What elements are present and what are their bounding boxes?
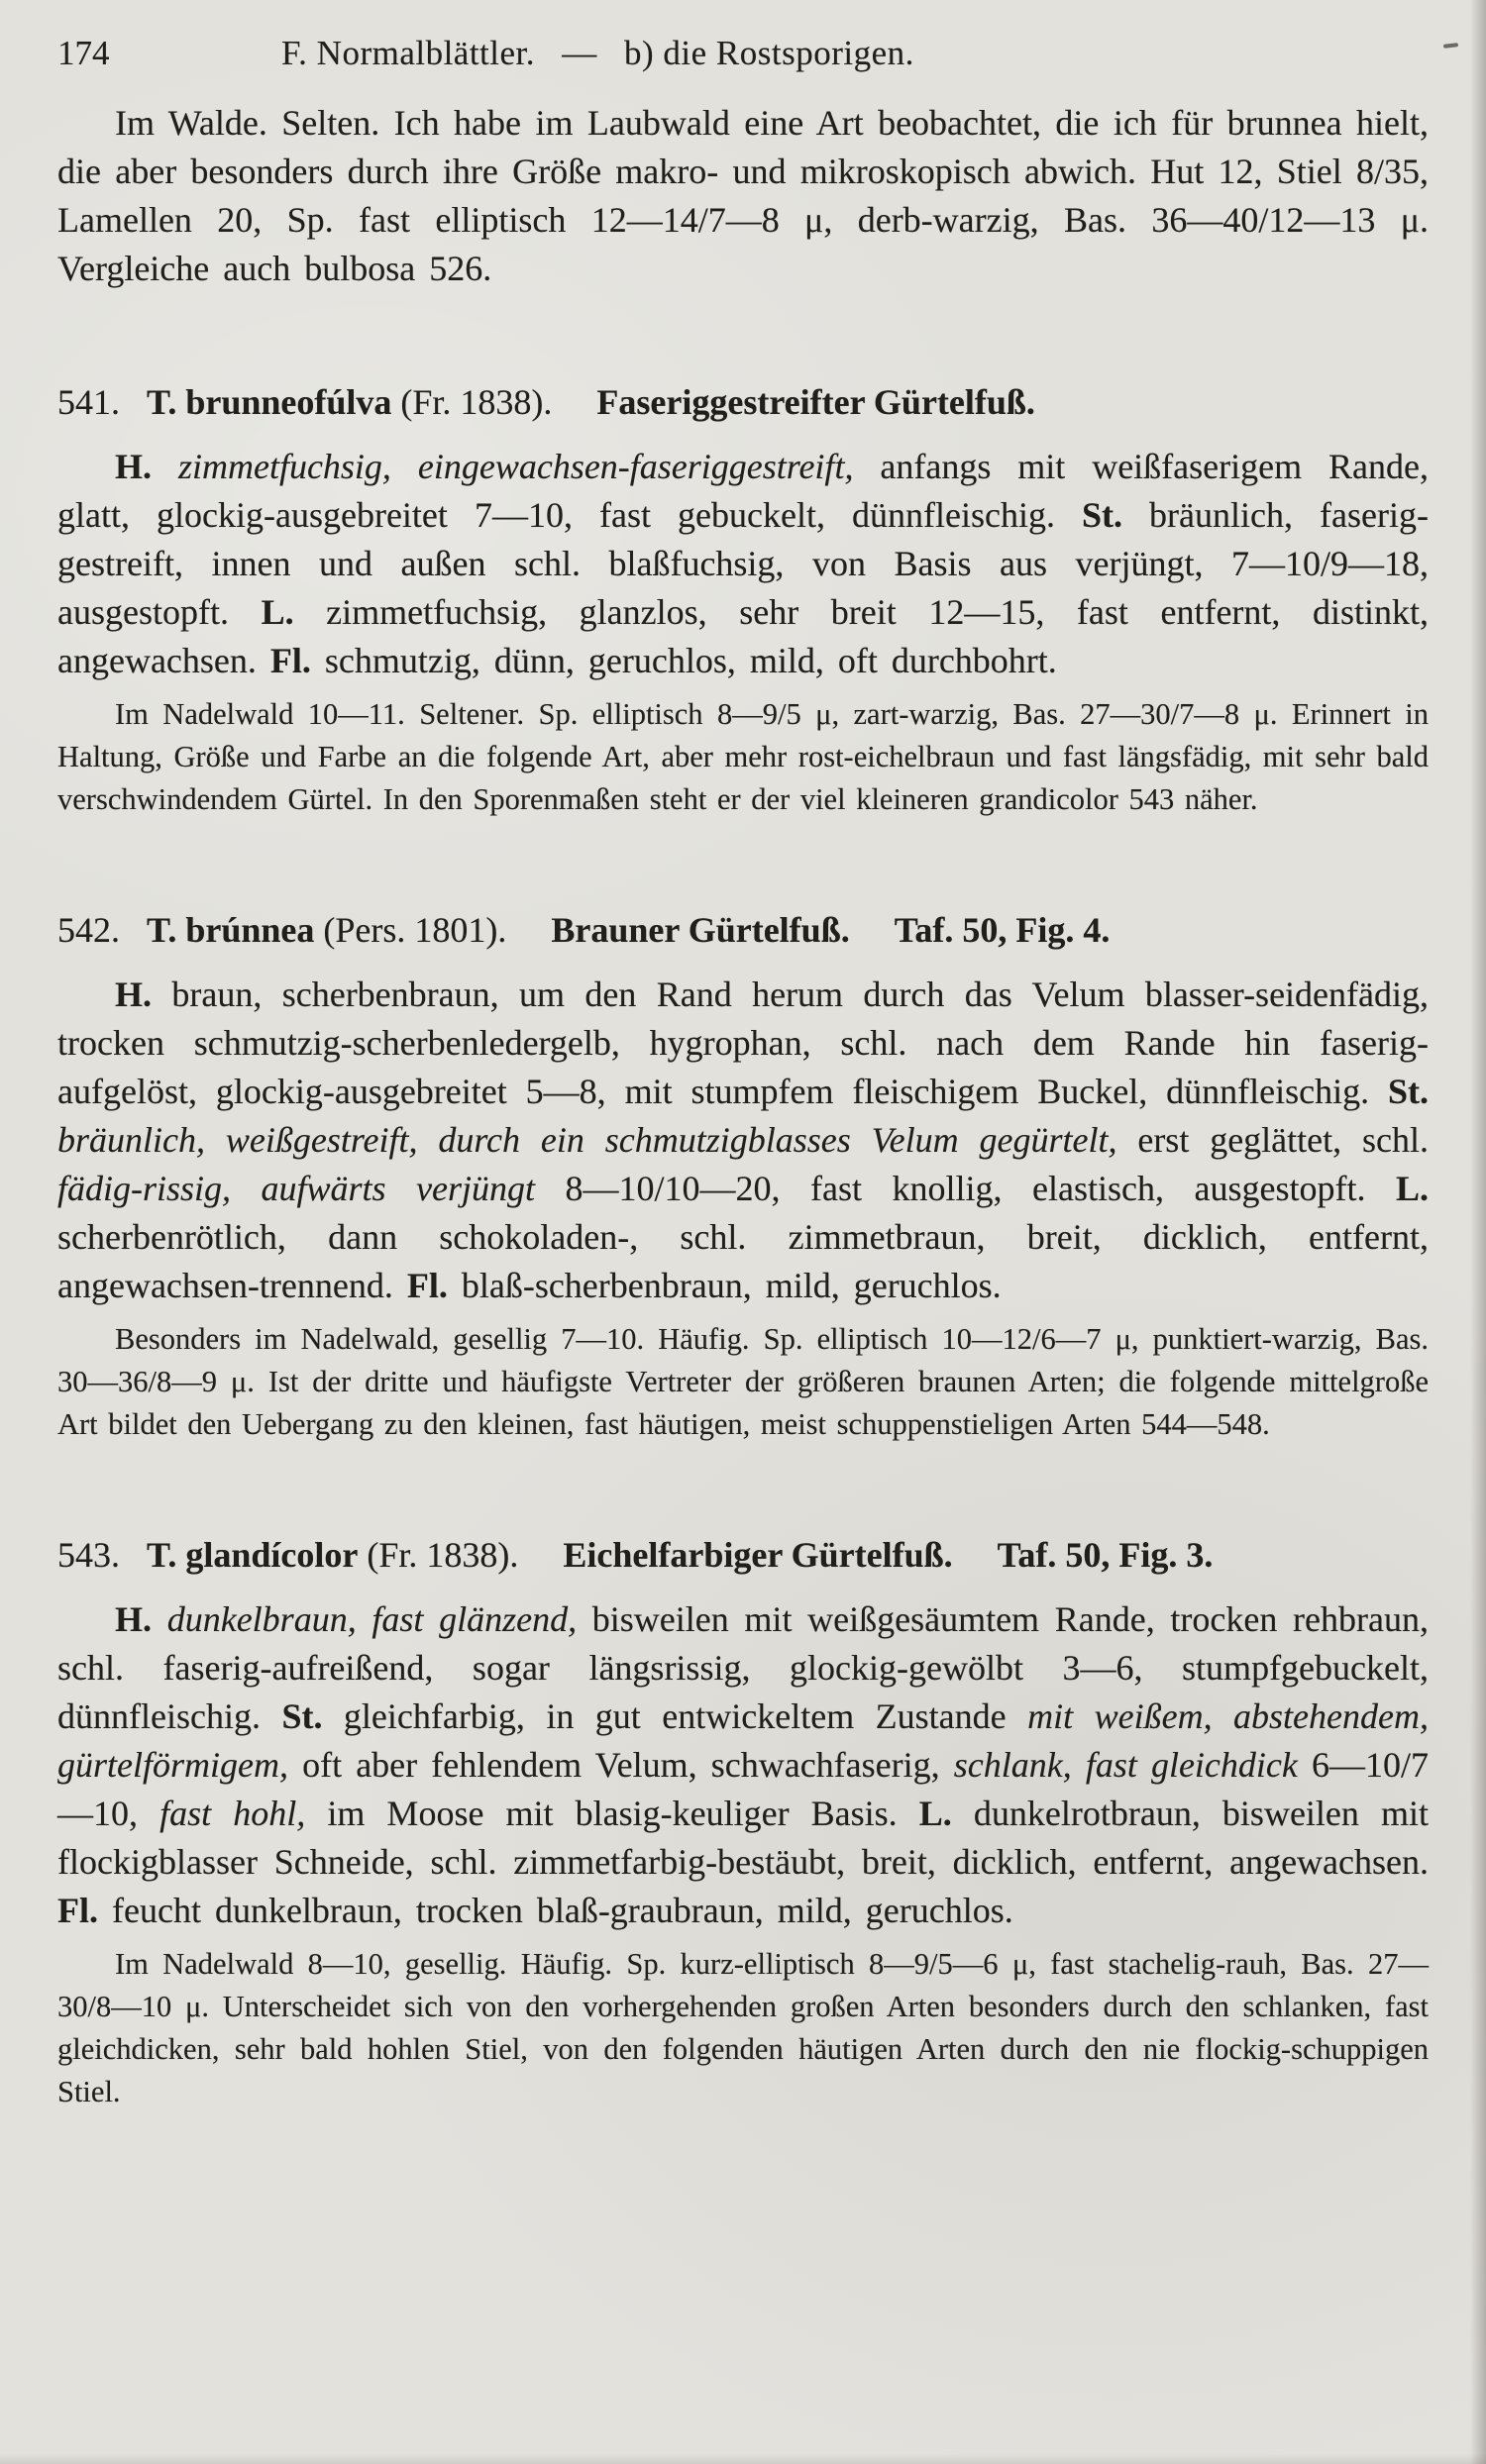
text-segment: scherbenrötlich, dann schokoladen-, schl. zimmetbraun, breit, dicklich, entfernt, angewachsen-trennend. <box>57 1217 1429 1305</box>
text-segment: St. <box>1387 1072 1429 1111</box>
text-segment: erst geglättet, schl. <box>1116 1120 1429 1160</box>
intro-paragraph <box>57 99 1429 293</box>
page-edge-shadow-bottom <box>0 2454 1486 2464</box>
page-edge-shadow-right <box>1470 0 1486 2464</box>
text-segment: zimmetfuchsig, glanzlos, sehr breit 12—15, fast entfernt, distinkt, angewachsen. <box>57 592 1430 680</box>
text-segment: bräunlich, faserig-gestreift, innen und außen schl. blaßfuchsig, von Basis aus verjüngt, 7—10/9—18, ausgestopft. <box>57 495 1429 632</box>
species-542-heading <box>57 906 1429 955</box>
text-segment: fädig-rissig, aufwärts verjüngt <box>57 1169 536 1208</box>
text-segment: blaß-scherbenbraun, mild, geruchlos. <box>447 1266 1002 1305</box>
text-segment: H. <box>115 447 153 486</box>
text-segment: H. <box>115 1599 153 1639</box>
text-segment: Im Nadelwald 10—11. Seltener. Sp. elliptisch 8—9/5 μ, zart-warzig, Bas. 27—30/7—8 μ. Erinnert in Haltung, Größe und Farbe an die folgende Art, aber mehr rost-eichelbraun und fast längsfädig, mit sehr bald verschwindendem Gürtel. In den Sporenmaßen steht er der viel kleineren grandicolor 543 näher. <box>57 697 1429 816</box>
text-segment: Eichelfarbiger Gürtelfuß. <box>563 1535 953 1575</box>
page-content <box>57 34 1429 2113</box>
text-segment: Im Nadelwald 8—10, gesellig. Häufig. Sp. kurz-elliptisch 8—9/5—6 μ, fast stachelig-rauh, Bas. 27—30/8—10 μ. Unterscheidet sich von den vorhergehenden großen Arten besonders durch den schlanken, fast gleichdicken, sehr bald hohlen Stiel, von den folgenden häutigen Arten durch den nie flockig-schuppigen Stiel. <box>57 1947 1429 2108</box>
text-segment: zimmetfuchsig, eingewachsen-faseriggestreift, <box>177 447 854 486</box>
text-segment: Brauner Gürtelfuß. <box>551 910 850 950</box>
text-segment: dunkelbraun, fast glänzend, <box>166 1599 578 1639</box>
species-541-description <box>57 443 1429 685</box>
text-segment <box>850 910 895 950</box>
text-segment: 542. <box>57 910 147 950</box>
text-segment: 8—10/10—20, fast knollig, elastisch, ausgestopft. <box>535 1169 1396 1208</box>
species-542-description <box>57 971 1429 1310</box>
text-segment: L. <box>261 592 294 632</box>
text-segment: T. glandícolor <box>147 1535 359 1575</box>
species-542-note <box>57 1318 1429 1446</box>
text-segment: 543. <box>57 1535 147 1575</box>
text-segment: Im Walde. Selten. Ich habe im Laubwald eine Art beobachtet, die ich für brunnea hielt, die aber besonders durch ihre Größe makro- und mikroskopisch abwich. Hut 12, Stiel 8/35, Lamellen 20, Sp. fast elliptisch 12—14/7—8 μ, derb-warzig, Bas. 36—40/12—13 μ. Vergleiche auch bulbosa 526. <box>57 103 1429 288</box>
species-543-heading <box>57 1531 1429 1580</box>
text-segment <box>953 1535 998 1575</box>
text-segment: Fl. <box>269 641 311 680</box>
text-segment: L. <box>1396 1169 1430 1208</box>
text-segment: Faseriggestreifter Gürtelfuß. <box>596 382 1035 422</box>
text-segment: Fl. <box>406 1266 448 1305</box>
text-segment: schmutzig, dünn, geruchlos, mild, oft durchbohrt. <box>310 641 1057 680</box>
text-segment: oft aber fehlendem Velum, schwachfaserig, <box>287 1745 954 1785</box>
text-segment: dunkelrotbraun, bisweilen mit flockigblasser Schneide, schl. zimmetfarbig-bestäubt, breit, dicklich, entfernt, angewachsen. <box>57 1794 1430 1882</box>
text-segment: im Moose mit blasig-keuliger Basis. <box>305 1794 919 1833</box>
text-segment: gleichfarbig, in gut entwickeltem Zustande <box>322 1696 1028 1736</box>
text-segment: St. <box>1082 495 1123 535</box>
running-head: F. Normalblättler. — b) die Rostsporigen. <box>281 34 914 72</box>
text-segment: braun, scherbenbraun, um den Rand herum durch das Velum blasser-seidenfädig, trocken schmutzig-scherbenledergelb, hygrophan, schl. nach dem Rande hin faserig-aufgelöst, glockig-ausgebreitet 5—8, mit stumpfem fleischigem Buckel, dünnfleischig. <box>57 975 1429 1111</box>
text-segment: H. <box>115 975 153 1014</box>
text-segment: Taf. 50, Fig. 3. <box>997 1535 1214 1575</box>
text-segment: bräunlich, weißgestreift, durch ein schmutzigblasses Velum gegürtelt, <box>57 1120 1117 1160</box>
text-segment: (Fr. 1838). <box>358 1535 564 1575</box>
text-segment: (Pers. 1801). <box>314 910 552 950</box>
text-segment: Besonders im Nadelwald, gesellig 7—10. Häufig. Sp. elliptisch 10—12/6—7 μ, punktiert-warzig, Bas. 30—36/8—9 μ. Ist der dritte und häufigste Vertreter der größeren braunen Arten; die folgende mittelgroße Art bildet den Uebergang zu den kleinen, fast häutigen, meist schuppenstieligen Arten 544—548. <box>57 1322 1429 1441</box>
text-segment: mit weißem, abstehendem, gürtelförmigem, <box>57 1696 1429 1785</box>
text-segment: (Fr. 1838). <box>391 382 597 422</box>
text-segment <box>152 1599 167 1639</box>
page-number: 174 <box>57 34 110 72</box>
scan-artifact <box>1443 43 1458 49</box>
text-segment <box>152 447 178 486</box>
species-543-description <box>57 1595 1429 1935</box>
text-segment: L. <box>918 1794 952 1833</box>
text-segment: Taf. 50, Fig. 4. <box>894 910 1111 950</box>
text-segment: T. brúnnea <box>147 910 315 950</box>
text-segment: 541. <box>57 382 147 422</box>
text-segment: bisweilen mit weißgesäumtem Rande, trocken rehbraun, schl. faserig-aufreißend, sogar längsrissig, glockig-gewölbt 3—6, stumpfgebuckelt, dünnfleischig. <box>57 1599 1429 1736</box>
text-segment: feucht dunkelbraun, trocken blaß-graubraun, mild, geruchlos. <box>98 1891 1013 1930</box>
page-header <box>57 34 1429 85</box>
species-541-heading <box>57 378 1429 427</box>
text-segment: Fl. <box>57 1891 98 1930</box>
text-segment: schlank, fast gleichdick <box>953 1745 1298 1785</box>
text-segment: St. <box>281 1696 323 1736</box>
species-541-note <box>57 693 1429 821</box>
text-segment: 6—10/7—10, <box>57 1745 1429 1833</box>
page-body <box>57 99 1429 2113</box>
text-segment: T. brunneofúlva <box>147 382 392 422</box>
text-segment: fast hohl, <box>159 1794 306 1833</box>
species-543-note <box>57 1943 1429 2113</box>
text-segment: anfangs mit weißfaserigem Rande, glatt, glockig-ausgebreitet 7—10, fast gebuckelt, dünnfleischig. <box>57 447 1430 535</box>
